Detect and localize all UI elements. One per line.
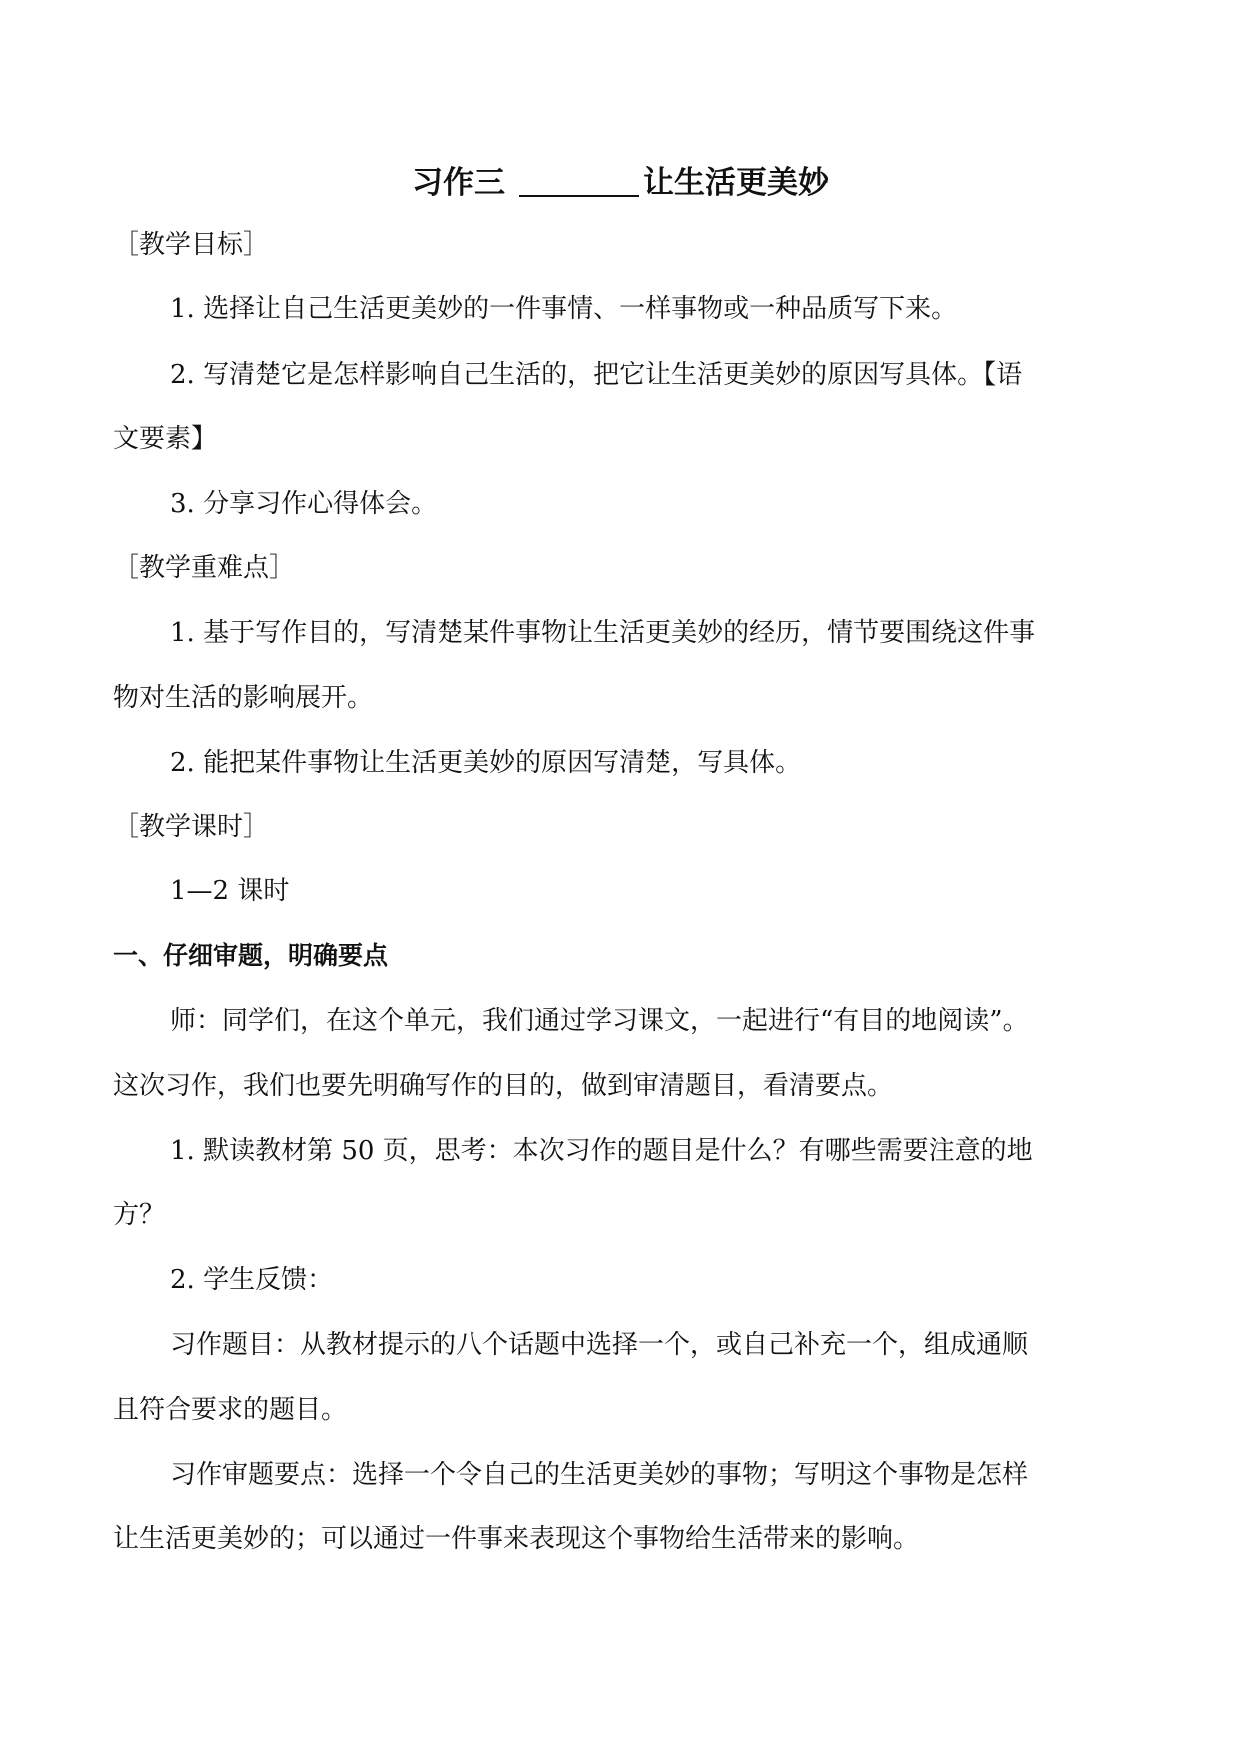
section-heading-periods: ［教学课时］ [113,812,270,842]
paragraph-line: 1—2 课时 [170,876,290,906]
paragraph-line: 且符合要求的题目。 [113,1395,348,1425]
paragraph-line: 习作审题要点：选择一个令自己的生活更美妙的事物；写明这个事物是怎样 [170,1460,1029,1490]
paragraph-line: 2. 写清楚它是怎样影响自己生活的，把它让生活更美妙的原因写具体。【语 [170,360,1023,390]
paragraph-line: 2. 能把某件事物让生活更美妙的原因写清楚，写具体。 [170,748,802,778]
title-suffix: 让生活更美妙 [643,165,829,201]
page-title [0,158,1241,208]
title-prefix: 习作三 [412,165,505,201]
section-heading-goals: ［教学目标］ [113,230,270,260]
paragraph-line: 2. 学生反馈： [170,1265,334,1295]
paragraph-line: 习作题目：从教材提示的八个话题中选择一个，或自己补充一个，组成通顺 [170,1330,1029,1360]
paragraph-line: 1. 基于写作目的，写清楚某件事物让生活更美妙的经历，情节要围绕这件事 [170,618,1036,648]
section-heading-difficulties: ［教学重难点］ [113,553,296,583]
title-blank-line [519,165,639,197]
section-heading-step-one: 一、仔细审题，明确要点 [113,941,389,970]
paragraph-line: 方？ [113,1200,166,1230]
paragraph-line: 让生活更美妙的；可以通过一件事来表现这个事物给生活带来的影响。 [113,1524,920,1554]
paragraph-line: 1. 选择让自己生活更美妙的一件事情、一样事物或一种品质写下来。 [170,294,958,324]
paragraph-line: 这次习作，我们也要先明确写作的目的，做到审清题目，看清要点。 [113,1071,894,1101]
paragraph-line: 1. 默读教材第 50 页，思考：本次习作的题目是什么？有哪些需要注意的地 [170,1136,1033,1166]
paragraph-line: 3. 分享习作心得体会。 [170,489,438,519]
paragraph-line: 文要素】 [113,424,218,454]
paragraph-line: 物对生活的影响展开。 [113,683,374,713]
paragraph-line: 师：同学们，在这个单元，我们通过学习课文，一起进行“有目的地阅读”。 [170,1006,1029,1036]
